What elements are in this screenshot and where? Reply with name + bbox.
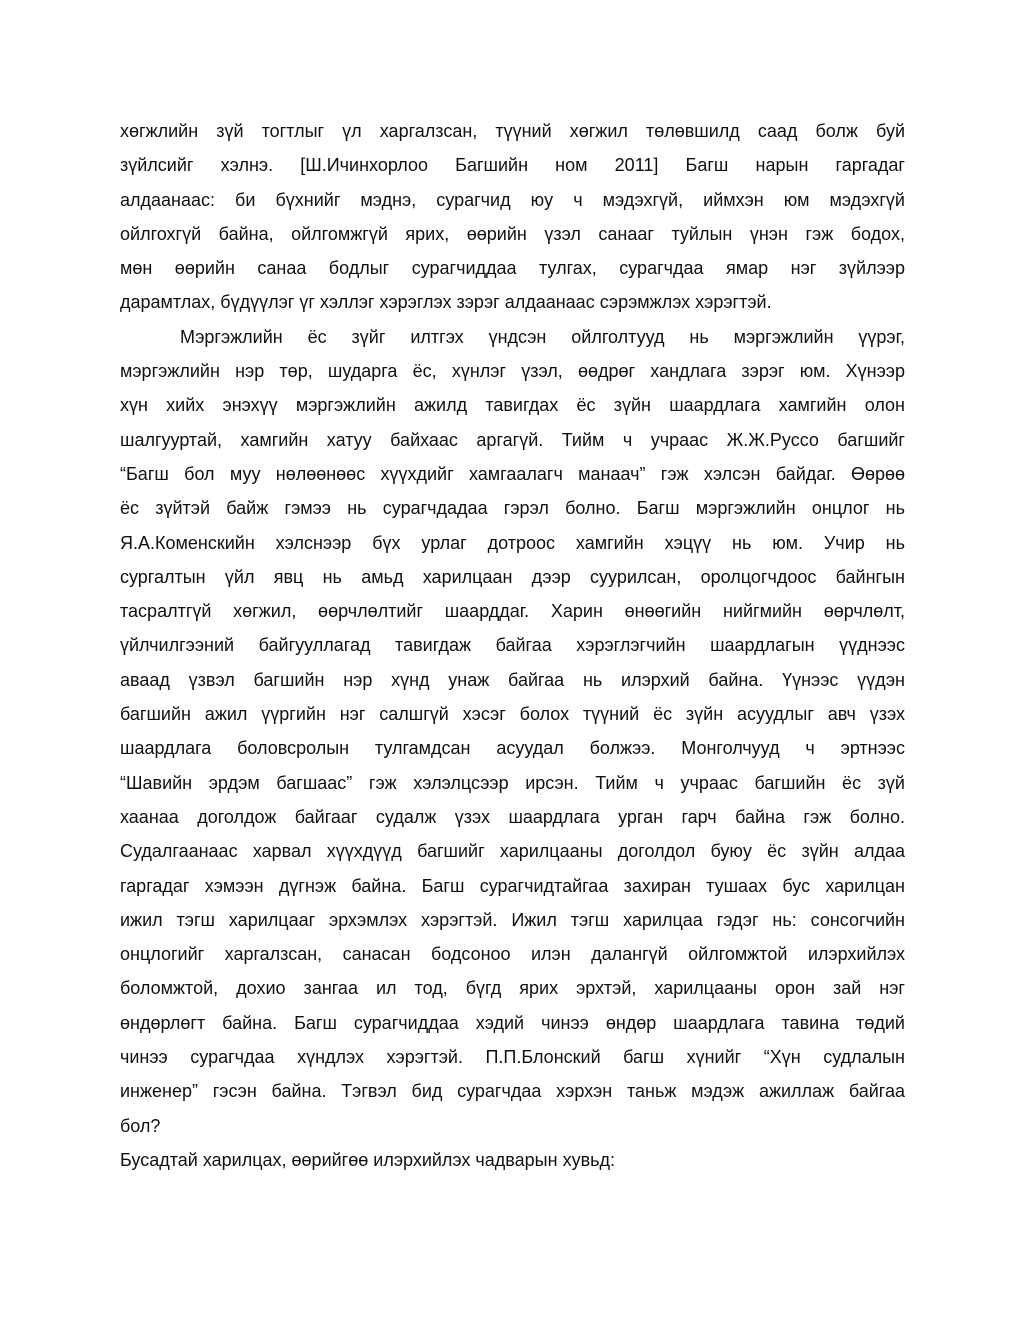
text-line: хөгжлийн зүй тогтлыг үл харгалзсан, түүний хөгжил төлөвшилд саад болж буй <box>120 121 905 141</box>
text-line: онцлогийг харгалзсан, санасан бодсоноо илэн далангүй ойлгомжтой илэрхийлэх <box>120 944 905 965</box>
text-line: үйлчилгээний байгууллагад тавигдаж байгаа хэрэглэгчийн шаардлагын үүднээс <box>120 635 905 656</box>
text-line: тасралтгүй хөгжил, өөрчлөлтийг шаарддаг. Харин өнөөгийн нийгмийн өөрчлөлт, <box>120 601 905 622</box>
text-line: хүн хийх энэхүү мэргэжлийн ажилд тавигдах ёс зүйн шаардлага хамгийн олон <box>120 395 905 416</box>
text-line: боломжтой, дохио зангаа ил тод, бүгд ярих эрхтэй, харилцааны орон зай нэг <box>120 978 905 999</box>
text-line: чинээ сурагчдаа хүндлэх хэрэгтэй. П.П.Блонский багш хүнийг “Хүн судлалын <box>120 1047 905 1068</box>
section-lead-line: Бусадтай харилцах, өөрийгөө илэрхийлэх чадварын хувьд: <box>120 1149 616 1170</box>
text-line: гаргадаг хэмээн дүгнэж байна. Багш сурагчидтайгаа захиран тушаах бус харилцан <box>120 875 905 896</box>
text-line: дарамтлах, бүдүүлэг үг хэллэг хэрэглэх зэрэг алдаанаас сэрэмжлэх хэрэгтэй. <box>120 292 772 313</box>
paragraph-first-line: Мэргэжлийн ёс зүйг илтгэх үндсэн ойлголтууд нь мэргэжлийн үүрэг, <box>180 326 905 347</box>
text-line: Я.А.Коменскийн хэлснээр бүх урлаг дотроос хамгийн хэцүү нь юм. Учир нь <box>120 532 905 553</box>
text-line: “Багш бол муу нөлөөнөөс хүүхдийг хамгаалагч манаач” гэж хэлсэн байдаг. Өөрөө <box>120 463 905 484</box>
text-line: бол? <box>120 1115 161 1136</box>
body-text <box>120 114 905 1177</box>
text-line: багшийн ажил үүргийн нэг салшгүй хэсэг болох түүний ёс зүйн асуудлыг авч үзэх <box>120 704 905 725</box>
text-line: аваад үзвэл багшийн нэр хүнд унаж байгаа нь илэрхий байна. Үүнээс үүдэн <box>120 669 905 690</box>
text-line: Судалгаанаас харвал хүүхдүүд багшийг харилцааны доголдол буюу ёс зүйн алдаа <box>120 841 905 862</box>
text-line: ойлгохгүй байна, ойлгомжгүй ярих, өөрийн үзэл санааг туйлын үнэн гэж бодох, <box>120 223 905 244</box>
text-line: алдаанаас: би бүхнийг мэднэ, сурагчид юу ч мэдэхгүй, иймхэн юм мэдэхгүй <box>120 189 905 210</box>
text-line: шаардлага боловсролын тулгамдсан асуудал болжээ. Монголчууд ч эртнээс <box>120 738 905 759</box>
text-line: зүйлсийг хэлнэ. [Ш.Ичинхорлоо Багшийн ном 2011] Багш нарын гаргадаг <box>120 155 905 176</box>
text-line: мөн өөрийн санаа бодлыг сурагчиддаа тулгах, сурагчдаа ямар нэг зүйлээр <box>120 258 905 279</box>
text-line: шалгууртай, хамгийн хатуу байхаас аргагүй. Тийм ч учраас Ж.Ж.Руссо багшийг <box>120 429 905 450</box>
text-line: өндөрлөгт байна. Багш сурагчиддаа хэдий чинээ өндөр шаардлага тавина төдий <box>120 1012 905 1033</box>
text-line: “Шавийн эрдэм багшаас” гэж хэлэлцсээр ирсэн. Тийм ч учраас багшийн ёс зүй <box>120 772 905 793</box>
text-line: хаанаа доголдож байгааг судалж үзэх шаардлага урган гарч байна гэж болно. <box>120 806 905 827</box>
text-line: ижил тэгш харилцааг эрхэмлэх хэрэгтэй. Ижил тэгш харилцаа гэдэг нь: сонсогчийн <box>120 909 905 930</box>
text-line: ёс зүйтэй байж гэмээ нь сурагчдадаа гэрэл болно. Багш мэргэжлийн онцлог нь <box>120 498 905 519</box>
text-line: сургалтын үйл явц нь амьд харилцаан дээр суурилсан, оролцогчдоос байнгын <box>120 566 905 587</box>
text-line: мэргэжлийн нэр төр, шударга ёс, хүнлэг үзэл, өөдрөг хандлага зэрэг юм. Хүнээр <box>120 361 905 382</box>
text-line: инженер” гэсэн байна. Тэгвэл бид сурагчдаа хэрхэн таньж мэдэж ажиллаж байгаа <box>120 1081 905 1102</box>
